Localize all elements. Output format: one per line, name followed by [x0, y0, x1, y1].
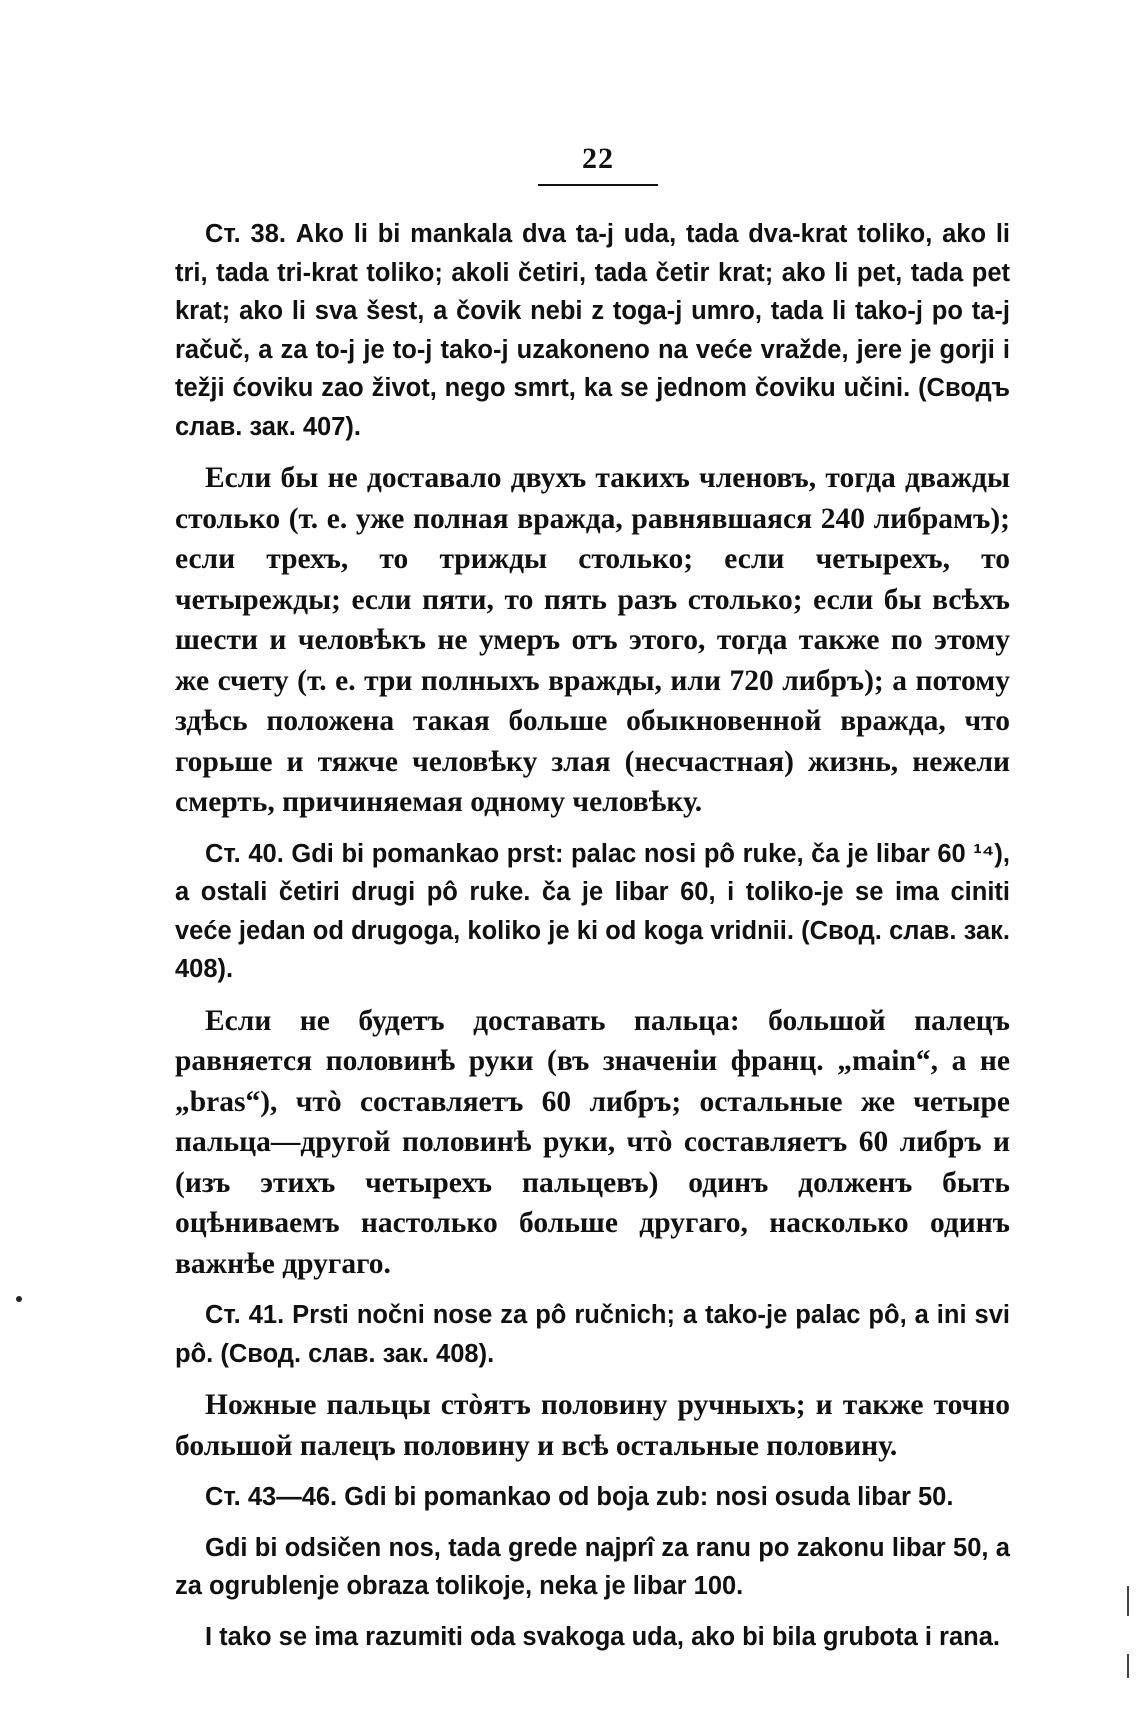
article-43-46-text: Ст. 43—46. Gdi bi pomankao od boja zub: nosi osuda libar 50. [205, 1483, 954, 1511]
article-40-text: Ст. 40. Gdi bi pomankao prst: palac nosi pô ruke, ča je libar 60 ¹⁴), a ostali četiri drugi pô ruke. ča je libar 60, i toliko-je se ima ciniti veće jedan od drugoga, koliko je ki od koga vridnii. (Свод. слав. зак. 408). [175, 839, 1010, 983]
article-38-translation: Если бы не доставало двухъ такихъ членовъ, тогда дважды столько (т. е. уже полная вражда, равнявшаяся 240 либрамъ); если трехъ, то трижды столько; если четырехъ, то четырежды; если пяти, то пять разъ столько; если бы всѣхъ шести и человѣкъ не умеръ отъ этого, тогда также по этому же счету (т. е. три полныхъ вражды, или 720 либръ); а потому здѣсь положена такая больше обыкновенной вражда, что горьше и тяжче человѣку злая (несчастная) жизнь, нежели смерть, причиняемая одному человѣку. [175, 462, 1010, 818]
general-rule-text: I tako se ima razumiti oda svakoga uda, ako bi bila grubota i rana. [205, 1622, 1000, 1651]
article-41-translation: Ножные пальцы стòятъ половину ручныхъ; и также точно большой палецъ половину и всѣ остальные половину. [175, 1389, 1010, 1462]
page-number-rule [538, 184, 658, 186]
article-41-text: Ст. 41. Prsti nočni nose za pô ručnich; a tako-je palac pô, a ini svi pô. (Свод. слав. зак. 408). [175, 1301, 1010, 1368]
scan-edge-mark [1127, 1654, 1129, 1678]
article-40-translation: Если не будетъ доставать пальца: большой палецъ равняется половинѣ руки (въ значеніи франц. „main“, а не „bras“), чтò составляетъ 60 либръ; остальные же четыре пальца—другой половинѣ руки, чтò составляетъ 60 либръ и (изъ этихъ четырехъ пальцевъ) одинъ долженъ быть оцѣниваемъ настолько больше другаго, насколько одинъ важнѣе другаго. [175, 1004, 1010, 1280]
page-body [175, 215, 1010, 1668]
article-38-text: Ст. 38. Ako li bi mankala dva ta-j uda, tada dva-krat toliko, ako li tri, tada tri-krat toliko; akoli četiri, tada četir krat; ako li pet, tada pet krat; ako li sva šest, a čovik nebi z toga-j umro, tada li tako-j po ta-j račuč, a za to-j je to-j tako-j uzakoneno na veće vražde, jere je gorji i težji ćoviku zao život, nego smrt, ka se jednom čoviku učini. (Сводъ слав. зак. 407). [175, 220, 1010, 441]
page-number: 22 [582, 142, 614, 175]
scan-speck [16, 1296, 22, 1302]
scan-edge-mark [1127, 1586, 1129, 1616]
nose-injury-text: Gdi bi odsičen nos, tada grede najprî za ranu po zakonu libar 50, a za ogrublenje obraza tolikoje, neka je libar 100. [175, 1533, 1010, 1600]
